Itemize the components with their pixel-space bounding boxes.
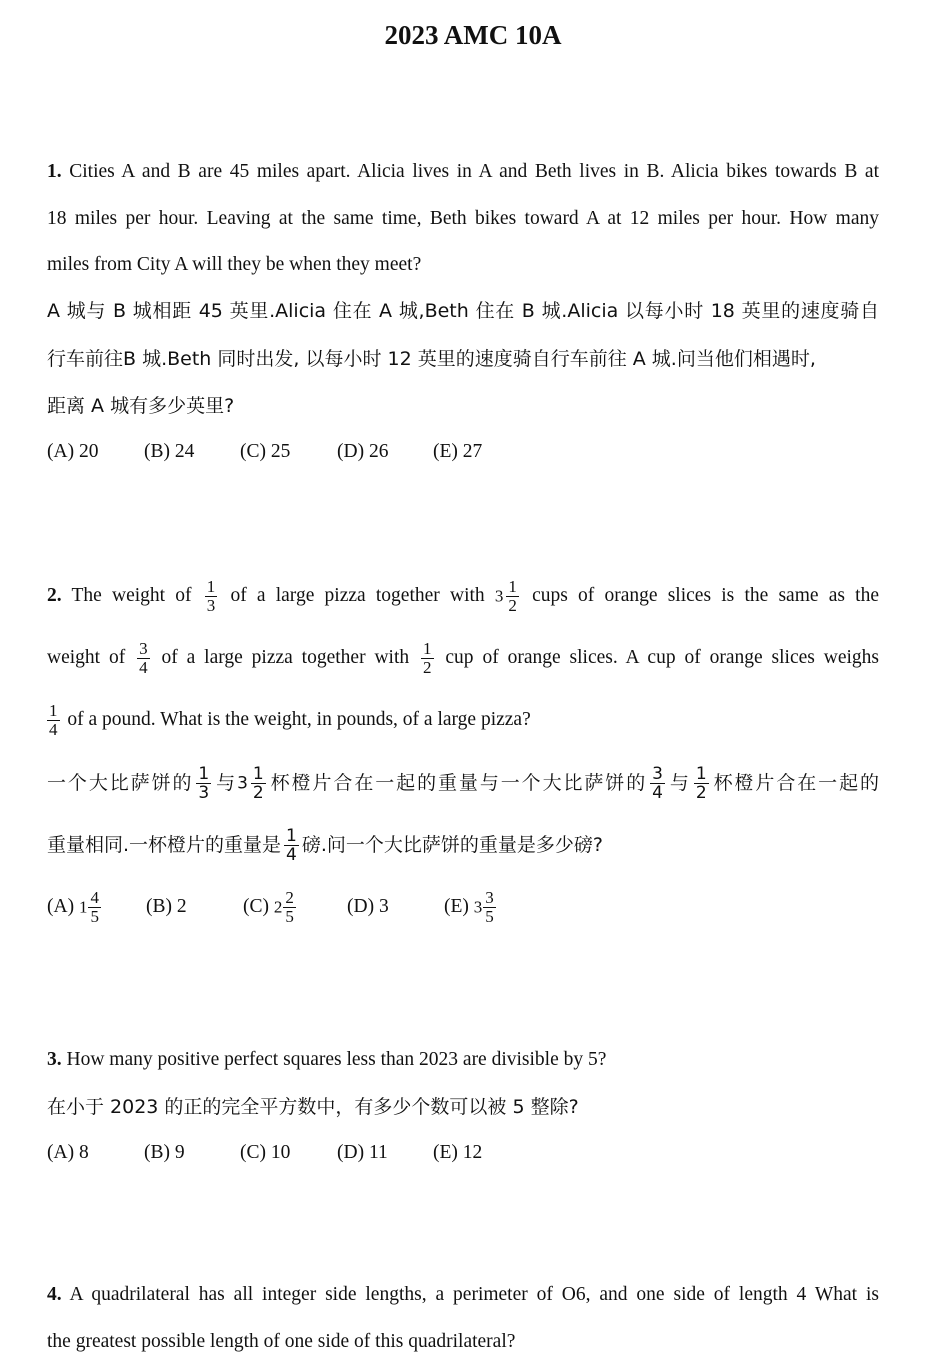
q3-choices xyxy=(47,1142,482,1164)
q4-number: 4. xyxy=(47,1284,62,1305)
q1-choice-d: (D) 26 xyxy=(337,441,389,462)
q2-cn-1d: 与 xyxy=(667,772,691,794)
q2-line-1 xyxy=(47,578,879,615)
q2-cn-2a: 重量相同.一杯橙片的重量是 xyxy=(47,834,282,856)
q3-number: 3. xyxy=(47,1049,62,1070)
q1-choices xyxy=(47,441,482,463)
q3-choice-e: (E) 12 xyxy=(433,1142,483,1163)
fraction-1-3: $\frac{1}{3}$ xyxy=(206,577,216,616)
q1-text-1: Cities A and B are 45 miles apart. Alicia lives in A and Beth lives in B. Alicia bikes towards B at xyxy=(69,161,880,182)
fraction-1-4: $\frac{1}{4}$ xyxy=(49,701,58,740)
q3-choice-b: (B) 9 xyxy=(144,1142,185,1163)
q1-line-2 xyxy=(47,207,879,231)
q4-text-1: A quadrilateral has all integer side lengths, a perimeter of O6, and one side of length 4 What is xyxy=(69,1284,879,1305)
q1-cn-text-1: A 城与 B 城相距 45 英里.Alicia 住在 A 城,Beth 住在 B 城.Alicia 以每小时 18 英里的速度骑自 xyxy=(47,300,879,322)
q1-choice-b: (B) 24 xyxy=(144,441,195,462)
q2-choice-e: (E) 3 $\frac{3}{5}$ xyxy=(444,888,494,927)
q3-choice-a: (A) 8 xyxy=(47,1142,89,1163)
q2-line-3 xyxy=(47,702,879,739)
q1-cn-1 xyxy=(47,299,879,323)
q1-cn-3 xyxy=(47,394,879,418)
q2-cn-2b: 磅.问一个大比萨饼的重量是多少磅? xyxy=(301,834,603,856)
q2-choice-d: (D) 3 xyxy=(347,896,389,917)
fraction-1-2b: $\frac{1}{2}$ xyxy=(423,639,432,678)
cn-fraction-1-2: $\frac{1}{2}$ xyxy=(252,764,264,803)
q1-text-2: 18 miles per hour. Leaving at the same time, Beth bikes toward A at 12 miles per hour. How many xyxy=(47,208,879,229)
q1-choice-a: (A) 20 xyxy=(47,441,99,462)
q3-choice-d: (D) 11 xyxy=(337,1142,388,1163)
q2-line-2 xyxy=(47,640,879,677)
q1-choice-c: (C) 25 xyxy=(240,441,291,462)
cn-mixed-whole: 3 xyxy=(237,773,248,794)
q4-line-1 xyxy=(47,1283,879,1307)
q2-cn-1 xyxy=(47,765,879,802)
q4-line-2 xyxy=(47,1330,879,1354)
cn-fraction-1-4: $\frac{1}{4}$ xyxy=(286,826,297,865)
q1-cn-text-3: 距离 A 城有多少英里? xyxy=(47,395,235,417)
page-title: 2023 AMC 10A xyxy=(384,20,562,50)
q1-choice-e: (E) 27 xyxy=(433,441,483,462)
q1-cn-2 xyxy=(47,347,879,371)
q2-choice-c: (C) 2 $\frac{2}{5}$ xyxy=(243,888,294,927)
q2-text-2a: weight of xyxy=(47,647,126,668)
q2-cn-1a: 一个大比萨饼的 xyxy=(47,772,194,794)
q2-cn-1c: 杯橙片合在一起的重量与一个大比萨饼的 xyxy=(268,772,648,794)
q4-text-2: the greatest possible length of one side of this quadrilateral? xyxy=(47,1331,516,1352)
q2-choice-b: (B) 2 xyxy=(146,896,187,917)
q2-number: 2. xyxy=(47,585,62,606)
q3-text-1: How many positive perfect squares less than 2023 are divisible by 5? xyxy=(66,1049,607,1070)
q2-choice-a: (A) 1 $\frac{4}{5}$ xyxy=(47,888,99,927)
cn-fraction-1-2b: $\frac{1}{2}$ xyxy=(695,764,707,803)
q1-line-1 xyxy=(47,160,879,184)
q2-cn-2 xyxy=(47,827,879,864)
q3-line-1 xyxy=(47,1048,879,1072)
q2-text-1a: The weight of xyxy=(71,585,192,606)
q1-number: 1. xyxy=(47,161,62,182)
q1-line-3 xyxy=(47,253,879,277)
q1-cn-text-2: 行车前往B 城.Beth 同时出发, 以每小时 12 英里的速度骑自行车前往 A 城.问当他们相遇时, xyxy=(47,348,816,370)
fraction-1-2: $\frac{1}{2}$ xyxy=(508,577,517,616)
fraction-3-4: $\frac{3}{4}$ xyxy=(139,639,148,678)
q2-text-2b: of a large pizza together with xyxy=(161,647,410,668)
q2-text-1b: of a large pizza together with xyxy=(230,585,485,606)
q2-cn-1e: 杯橙片合在一起的 xyxy=(711,772,879,794)
q1-text-3: miles from City A will they be when they meet? xyxy=(47,254,422,275)
q3-cn-1 xyxy=(47,1095,879,1119)
mixed-whole: 3 xyxy=(494,586,504,606)
cn-fraction-1-3: $\frac{1}{3}$ xyxy=(198,764,210,803)
q2-choices xyxy=(47,889,499,926)
cn-fraction-3-4: $\frac{3}{4}$ xyxy=(652,764,663,803)
q2-cn-1b: 与 xyxy=(214,772,238,794)
q2-text-3: of a pound. What is the weight, in pounds, of a large pizza? xyxy=(67,709,531,730)
q3-choice-c: (C) 10 xyxy=(240,1142,291,1163)
q2-text-2c: cup of orange slices. A cup of orange slices weighs xyxy=(445,647,879,668)
q2-text-1c: cups of orange slices is the same as the xyxy=(532,585,880,606)
q3-cn-text-1: 在小于 2023 的正的完全平方数中，有多少个数可以被 5 整除? xyxy=(47,1096,579,1118)
